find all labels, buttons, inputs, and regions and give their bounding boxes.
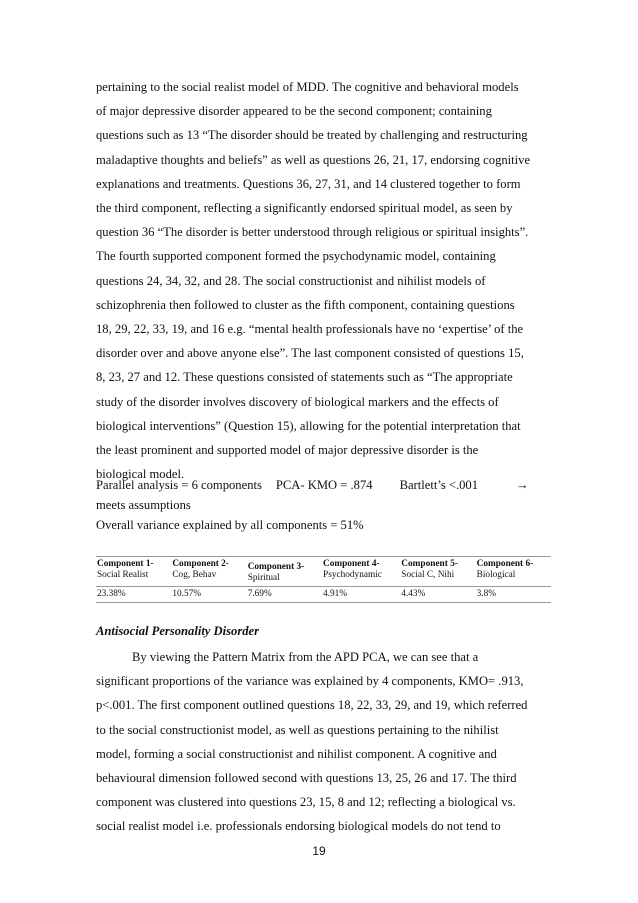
text-line: the least prominent and supported model of major depressive disorder is the bbox=[96, 443, 479, 458]
component-variance-table bbox=[96, 556, 551, 603]
text-line: 8, 23, 27 and 12. These questions consisted of statements such as “The appropriate bbox=[96, 370, 513, 385]
table-row bbox=[96, 587, 551, 603]
section-heading: Antisocial Personality Disorder bbox=[96, 624, 260, 638]
table-header-row bbox=[96, 557, 551, 587]
text-line: question 36 “The disorder is better understood through religious or spiritual insights”. bbox=[96, 225, 529, 240]
table-header-cell: Component 3- Spiritual bbox=[247, 562, 305, 583]
table-header-cell: Component 5- Social C, Nihi bbox=[401, 559, 458, 580]
text-line: The fourth supported component formed the psychodynamic model, containing bbox=[96, 249, 496, 264]
text-line: 18, 29, 22, 33, 19, and 16 e.g. “mental health professionals have no ‘expertise’ of the bbox=[96, 322, 524, 337]
text-line: of major depressive disorder appeared to be the second component; containing bbox=[96, 104, 492, 119]
variance-text: Overall variance explained by all components = 51% bbox=[96, 518, 364, 532]
text-line: maladaptive thoughts and beliefs” as well as questions 26, 21, 17, endorsing cognitive bbox=[96, 152, 531, 167]
table-cell: 7.69% bbox=[247, 589, 272, 599]
bartlett-text: Bartlett’s <.001 bbox=[399, 478, 479, 492]
paragraph-apd bbox=[96, 645, 551, 839]
text-line: By viewing the Pattern Matrix from the APD PCA, we can see that a bbox=[132, 650, 479, 664]
table-header-cell: Component 1- Social Realist bbox=[97, 559, 154, 580]
table-cell: 10.57% bbox=[172, 589, 202, 599]
kmo-text: PCA- KMO = .874 bbox=[275, 478, 373, 492]
table-cell: 3.8% bbox=[476, 589, 497, 599]
text-line: component was clustered into questions 23, 15, 8 and 12; reflecting a biological vs. bbox=[96, 795, 516, 810]
table-cell: 23.38% bbox=[97, 589, 126, 599]
text-line: questions such as 13 “The disorder should be treated by challenging and restructuring bbox=[96, 128, 528, 143]
table-cell: 4.43% bbox=[401, 589, 426, 599]
table-header-cell: Component 6- Biological bbox=[476, 559, 534, 580]
table-header-cell: Component 2- Cog, Behav bbox=[172, 559, 229, 580]
text-line: behavioural dimension followed second with questions 13, 25, 26 and 17. The third bbox=[96, 771, 517, 786]
right-arrow-icon: → bbox=[516, 478, 529, 492]
text-line: disorder over and above anyone else”. The last component consisted of questions 15, bbox=[96, 346, 524, 361]
parallel-analysis-text: Parallel analysis = 6 components bbox=[96, 478, 262, 492]
text-line: explanations and treatments. Questions 36, 27, 31, and 14 clustered together to form bbox=[96, 176, 521, 191]
stats-row bbox=[96, 475, 556, 495]
text-line: p<.001. The first component outlined questions 18, 22, 33, 29, and 19, which referred bbox=[96, 698, 528, 713]
text-line: study of the disorder involves discovery of biological markers and the effects of bbox=[96, 394, 499, 409]
paragraph-mdd-components bbox=[96, 75, 551, 486]
table-cell: 4.91% bbox=[323, 589, 348, 599]
text-line: model, forming a social constructionist and nihilist component. A cognitive and bbox=[96, 746, 497, 761]
text-line: biological interventions” (Question 15), allowing for the potential interpretation that bbox=[96, 418, 521, 433]
text-line: to the social constructionist model, as well as questions pertaining to the nihilist bbox=[96, 722, 499, 737]
page-number: 19 bbox=[312, 844, 326, 858]
text-line: significant proportions of the variance was explained by 4 components, KMO= .913, bbox=[96, 674, 524, 689]
text-line: the third component, reflecting a significantly endorsed spiritual model, as seen by bbox=[96, 201, 513, 216]
text-line: pertaining to the social realist model of MDD. The cognitive and behavioral models bbox=[96, 80, 519, 94]
table-header-cell: Component 4- Psychodynamic bbox=[323, 559, 382, 580]
text-line: questions 24, 34, 32, and 28. The social constructionist and nihilist models of bbox=[96, 273, 486, 288]
assumptions-text: meets assumptions bbox=[96, 498, 191, 512]
text-line: biological model. bbox=[96, 467, 185, 482]
pca-statistics bbox=[96, 475, 556, 535]
text-line: social realist model i.e. professionals endorsing biological models do not tend to bbox=[96, 819, 501, 834]
text-line: schizophrenia then followed to cluster as the fifth component, containing questions bbox=[96, 297, 515, 312]
